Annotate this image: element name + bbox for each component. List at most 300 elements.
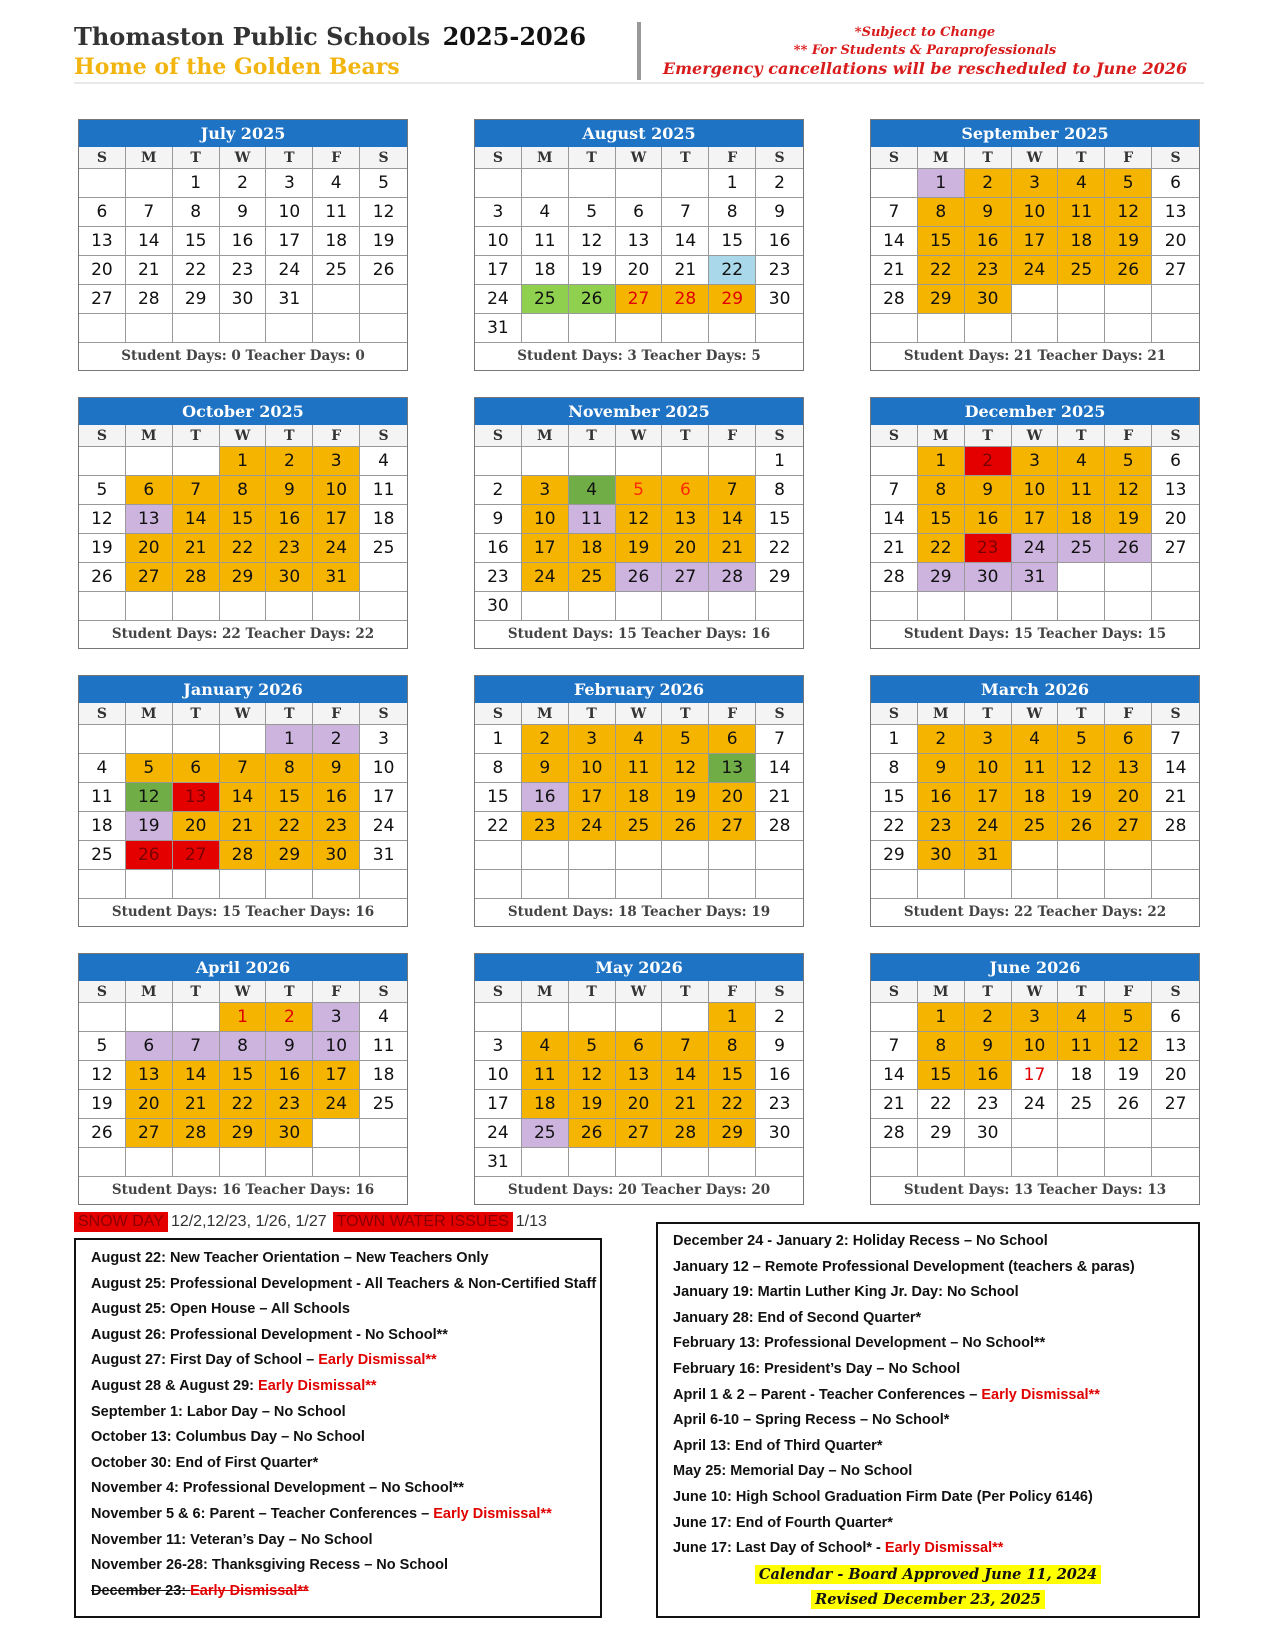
empty-cell — [360, 314, 407, 343]
day-cell: 18 — [1058, 227, 1105, 256]
empty-cell — [522, 314, 569, 343]
empty-cell — [1152, 285, 1199, 314]
day-cell: 25 — [360, 1090, 407, 1119]
empty-cell — [79, 725, 126, 754]
day-cell: 13 — [1152, 476, 1199, 505]
day-cell: 11 — [1058, 476, 1105, 505]
day-cell: 25 — [360, 534, 407, 563]
day-cell: 21 — [871, 1090, 918, 1119]
empty-cell — [173, 592, 220, 621]
day-cell: 27 — [173, 841, 220, 870]
day-cell: 25 — [616, 812, 663, 841]
day-cell: 2 — [220, 169, 267, 198]
empty-cell — [79, 1003, 126, 1032]
day-cell: 13 — [662, 505, 709, 534]
day-cell: 1 — [918, 1003, 965, 1032]
month-days-grid — [871, 425, 1199, 621]
month-title: September 2025 — [871, 120, 1199, 147]
day-cell: 23 — [220, 256, 267, 285]
weekday-header: S — [475, 147, 522, 169]
day-cell: 26 — [79, 1119, 126, 1148]
month-day-counts: Student Days: 15 Teacher Days: 16 — [111, 904, 375, 920]
day-cell: 11 — [1058, 1032, 1105, 1061]
day-cell: 30 — [965, 563, 1012, 592]
empty-cell — [360, 285, 407, 314]
empty-cell — [709, 841, 756, 870]
empty-cell — [756, 870, 803, 899]
empty-cell — [220, 314, 267, 343]
empty-cell — [569, 447, 616, 476]
day-cell: 21 — [871, 256, 918, 285]
day-cell: 12 — [79, 1061, 126, 1090]
empty-cell — [709, 592, 756, 621]
day-cell: 18 — [1012, 783, 1059, 812]
event-text: April 13: End of Third Quarter* — [673, 1437, 883, 1454]
empty-cell — [126, 447, 173, 476]
empty-cell — [662, 870, 709, 899]
day-cell: 10 — [569, 754, 616, 783]
event-line — [673, 1536, 1198, 1562]
weekday-header: M — [126, 425, 173, 447]
day-cell: 27 — [662, 563, 709, 592]
event-text: December 23: — [91, 1582, 191, 1599]
month-days-grid — [79, 425, 407, 621]
month-title: March 2026 — [871, 676, 1199, 703]
day-cell: 19 — [569, 256, 616, 285]
day-cell: 11 — [1058, 198, 1105, 227]
empty-cell — [1105, 1148, 1152, 1177]
month-title: August 2025 — [475, 120, 803, 147]
day-cell: 22 — [173, 256, 220, 285]
school-year: 2025-2026 — [442, 22, 587, 51]
day-cell: 20 — [79, 256, 126, 285]
day-cell: 24 — [1012, 1090, 1059, 1119]
day-cell: 11 — [522, 1061, 569, 1090]
day-cell: 19 — [662, 783, 709, 812]
day-cell: 8 — [756, 476, 803, 505]
day-cell: 2 — [522, 725, 569, 754]
empty-cell — [662, 169, 709, 198]
note-students-paras: ** For Students & Paraprofessionals — [793, 43, 1057, 58]
month-october — [78, 397, 408, 649]
month-july — [78, 119, 408, 371]
empty-cell — [266, 870, 313, 899]
month-days-grid — [79, 981, 407, 1177]
empty-cell — [918, 314, 965, 343]
day-cell: 11 — [360, 476, 407, 505]
day-cell: 25 — [522, 285, 569, 314]
day-cell: 14 — [662, 227, 709, 256]
district-name: Thomaston Public Schools — [74, 22, 431, 51]
event-line — [673, 1434, 1198, 1460]
day-cell: 28 — [756, 812, 803, 841]
month-may — [474, 953, 804, 1205]
day-cell: 17 — [313, 1061, 360, 1090]
day-cell: 26 — [569, 1119, 616, 1148]
empty-cell — [1152, 870, 1199, 899]
empty-cell — [1058, 1119, 1105, 1148]
weekday-header: T — [569, 981, 616, 1003]
event-text: November 11: Veteran’s Day – No School — [91, 1531, 373, 1548]
month-days-grid — [475, 147, 803, 343]
empty-cell — [475, 870, 522, 899]
day-cell: 22 — [220, 1090, 267, 1119]
empty-cell — [616, 592, 663, 621]
weekday-header: M — [522, 425, 569, 447]
day-cell: 28 — [871, 1119, 918, 1148]
event-line — [91, 1528, 600, 1554]
weekday-header: S — [756, 981, 803, 1003]
day-cell: 29 — [918, 563, 965, 592]
empty-cell — [918, 870, 965, 899]
empty-cell — [1058, 563, 1105, 592]
day-cell: 17 — [569, 783, 616, 812]
day-cell: 4 — [1058, 1003, 1105, 1032]
day-cell: 29 — [709, 1119, 756, 1148]
month-title: December 2025 — [871, 398, 1199, 425]
legend-water-issues-tag: TOWN WATER ISSUES — [333, 1212, 513, 1232]
empty-cell — [266, 592, 313, 621]
day-cell: 8 — [475, 754, 522, 783]
day-cell: 6 — [662, 476, 709, 505]
event-text: April 6-10 – Spring Recess – No School* — [673, 1412, 950, 1429]
day-cell: 30 — [266, 1119, 313, 1148]
empty-cell — [871, 592, 918, 621]
empty-cell — [569, 592, 616, 621]
empty-cell — [475, 169, 522, 198]
weekday-header: F — [1105, 147, 1152, 169]
empty-cell — [709, 1148, 756, 1177]
event-line — [91, 1272, 600, 1298]
day-cell: 27 — [79, 285, 126, 314]
weekday-header: S — [1152, 425, 1199, 447]
month-june — [870, 953, 1200, 1205]
weekday-header: F — [313, 981, 360, 1003]
day-cell: 10 — [1012, 198, 1059, 227]
weekday-header: S — [360, 703, 407, 725]
day-cell: 11 — [522, 227, 569, 256]
day-cell: 12 — [79, 505, 126, 534]
empty-cell — [1058, 314, 1105, 343]
day-cell: 2 — [918, 725, 965, 754]
day-cell: 9 — [965, 198, 1012, 227]
day-cell: 15 — [220, 1061, 267, 1090]
event-text: January 19: Martin Luther King Jr. Day: No School — [673, 1284, 1019, 1301]
empty-cell — [756, 592, 803, 621]
empty-cell — [1012, 1119, 1059, 1148]
day-cell: 30 — [965, 285, 1012, 314]
day-cell: 2 — [965, 1003, 1012, 1032]
day-cell: 25 — [1058, 256, 1105, 285]
event-text: August 25: Professional Development - All Teachers & Non-Certified Staff — [91, 1275, 597, 1292]
empty-cell — [569, 314, 616, 343]
day-cell: 13 — [1152, 198, 1199, 227]
empty-cell — [220, 592, 267, 621]
weekday-header: F — [1105, 981, 1152, 1003]
day-cell: 31 — [266, 285, 313, 314]
legend-water-issues-dates: 1/13 — [515, 1213, 547, 1230]
day-cell: 15 — [918, 227, 965, 256]
event-text: June 17: End of Fourth Quarter* — [673, 1514, 893, 1531]
empty-cell — [871, 447, 918, 476]
month-day-counts: Student Days: 22 Teacher Days: 22 — [903, 904, 1167, 920]
day-cell: 15 — [918, 1061, 965, 1090]
empty-cell — [1105, 1119, 1152, 1148]
weekday-header: W — [1012, 147, 1059, 169]
board-approved — [658, 1562, 1198, 1588]
event-line — [91, 1323, 600, 1349]
day-cell: 27 — [126, 563, 173, 592]
weekday-header: T — [662, 703, 709, 725]
empty-cell — [126, 1003, 173, 1032]
day-cell: 12 — [616, 505, 663, 534]
early-dismissal-text: Early Dismissal** — [258, 1377, 377, 1394]
weekday-header: T — [965, 703, 1012, 725]
empty-cell — [126, 314, 173, 343]
month-title: July 2025 — [79, 120, 407, 147]
month-march — [870, 675, 1200, 927]
day-cell: 17 — [1012, 1061, 1059, 1090]
empty-cell — [569, 169, 616, 198]
day-cell: 29 — [220, 1119, 267, 1148]
day-cell: 4 — [1058, 447, 1105, 476]
day-cell: 1 — [475, 725, 522, 754]
weekday-header: S — [360, 981, 407, 1003]
day-cell: 26 — [1105, 256, 1152, 285]
day-cell: 7 — [709, 476, 756, 505]
empty-cell — [79, 169, 126, 198]
day-cell: 10 — [1012, 1032, 1059, 1061]
day-cell: 15 — [475, 783, 522, 812]
day-cell: 28 — [1152, 812, 1199, 841]
event-line — [673, 1357, 1198, 1383]
day-cell: 4 — [313, 169, 360, 198]
day-cell: 23 — [266, 1090, 313, 1119]
day-cell: 27 — [1152, 534, 1199, 563]
day-cell: 3 — [360, 725, 407, 754]
empty-cell — [522, 841, 569, 870]
weekday-header: W — [220, 981, 267, 1003]
early-dismissal-text: Early Dismissal** — [884, 1540, 1004, 1557]
day-cell: 13 — [126, 505, 173, 534]
day-cell: 18 — [616, 783, 663, 812]
day-cell: 5 — [616, 476, 663, 505]
day-cell: 23 — [756, 1090, 803, 1119]
empty-cell — [79, 1148, 126, 1177]
empty-cell — [709, 314, 756, 343]
header-rule — [74, 82, 1204, 84]
weekday-header: S — [79, 703, 126, 725]
empty-cell — [965, 1148, 1012, 1177]
day-cell: 27 — [126, 1119, 173, 1148]
weekday-header: F — [313, 425, 360, 447]
day-cell: 10 — [313, 476, 360, 505]
day-cell: 28 — [871, 563, 918, 592]
event-text: November 26-28: Thanksgiving Recess – No School — [91, 1557, 448, 1574]
weekday-header: F — [313, 703, 360, 725]
day-cell: 22 — [709, 1090, 756, 1119]
day-cell: 19 — [1105, 1061, 1152, 1090]
empty-cell — [1152, 841, 1199, 870]
day-cell: 3 — [1012, 1003, 1059, 1032]
weekday-header: M — [126, 981, 173, 1003]
day-cell: 28 — [173, 1119, 220, 1148]
weekday-header: M — [126, 703, 173, 725]
day-cell: 3 — [965, 725, 1012, 754]
day-cell: 8 — [709, 198, 756, 227]
day-cell: 27 — [1105, 812, 1152, 841]
day-cell: 15 — [173, 227, 220, 256]
empty-cell — [173, 447, 220, 476]
weekday-header: T — [1058, 981, 1105, 1003]
day-cell: 20 — [1152, 1061, 1199, 1090]
day-cell: 7 — [871, 198, 918, 227]
event-text: October 13: Columbus Day – No School — [91, 1429, 365, 1446]
day-cell: 1 — [918, 169, 965, 198]
day-cell: 12 — [569, 227, 616, 256]
month-days-grid — [475, 703, 803, 899]
day-cell: 15 — [709, 1061, 756, 1090]
month-day-counts: Student Days: 18 Teacher Days: 19 — [507, 904, 771, 920]
empty-cell — [662, 314, 709, 343]
month-day-counts: Student Days: 22 Teacher Days: 22 — [111, 626, 375, 642]
day-cell: 5 — [1058, 725, 1105, 754]
day-cell: 22 — [266, 812, 313, 841]
day-cell: 23 — [965, 1090, 1012, 1119]
day-cell: 27 — [616, 285, 663, 314]
day-cell: 22 — [871, 812, 918, 841]
day-cell: 10 — [522, 505, 569, 534]
weekday-header: T — [173, 147, 220, 169]
event-text: November 4: Professional Development – No School** — [91, 1480, 465, 1497]
day-cell: 16 — [965, 1061, 1012, 1090]
day-cell: 29 — [173, 285, 220, 314]
day-cell: 20 — [616, 1090, 663, 1119]
day-cell: 7 — [871, 1032, 918, 1061]
day-cell: 6 — [173, 754, 220, 783]
day-cell: 29 — [918, 285, 965, 314]
weekday-header: T — [266, 981, 313, 1003]
empty-cell — [1105, 285, 1152, 314]
event-line — [673, 1511, 1198, 1537]
day-cell: 14 — [220, 783, 267, 812]
day-cell: 3 — [1012, 169, 1059, 198]
weekday-header: T — [965, 147, 1012, 169]
empty-cell — [79, 447, 126, 476]
day-cell: 15 — [871, 783, 918, 812]
empty-cell — [173, 1148, 220, 1177]
empty-cell — [709, 870, 756, 899]
empty-cell — [1105, 563, 1152, 592]
empty-cell — [475, 1003, 522, 1032]
day-cell: 14 — [709, 505, 756, 534]
day-cell: 19 — [360, 227, 407, 256]
day-cell: 5 — [79, 1032, 126, 1061]
empty-cell — [313, 870, 360, 899]
event-text: January 28: End of Second Quarter* — [673, 1309, 922, 1326]
day-cell: 9 — [965, 476, 1012, 505]
day-cell: 3 — [1012, 447, 1059, 476]
weekday-header: T — [173, 703, 220, 725]
day-cell: 18 — [360, 1061, 407, 1090]
day-cell: 14 — [871, 227, 918, 256]
day-cell: 7 — [1152, 725, 1199, 754]
day-cell: 4 — [569, 476, 616, 505]
empty-cell — [616, 1148, 663, 1177]
empty-cell — [709, 447, 756, 476]
month-november — [474, 397, 804, 649]
event-line — [673, 1383, 1198, 1409]
day-cell: 30 — [918, 841, 965, 870]
day-cell: 21 — [662, 256, 709, 285]
day-cell: 20 — [709, 783, 756, 812]
weekday-header: T — [173, 981, 220, 1003]
month-february — [474, 675, 804, 927]
weekday-header: S — [475, 703, 522, 725]
day-cell: 30 — [313, 841, 360, 870]
event-text: September 1: Labor Day – No School — [91, 1403, 346, 1420]
event-line — [673, 1306, 1198, 1332]
month-day-counts: Student Days: 13 Teacher Days: 13 — [903, 1182, 1167, 1198]
day-cell: 25 — [79, 841, 126, 870]
day-cell: 1 — [871, 725, 918, 754]
day-cell: 13 — [1152, 1032, 1199, 1061]
day-cell: 17 — [475, 1090, 522, 1119]
weekday-header: T — [173, 425, 220, 447]
day-cell: 29 — [756, 563, 803, 592]
day-cell: 22 — [220, 534, 267, 563]
day-cell: 11 — [360, 1032, 407, 1061]
empty-cell — [756, 841, 803, 870]
day-cell: 31 — [360, 841, 407, 870]
weekday-header: S — [79, 425, 126, 447]
event-line — [91, 1297, 600, 1323]
weekday-header: T — [1058, 425, 1105, 447]
weekday-header: S — [79, 147, 126, 169]
day-cell: 5 — [569, 198, 616, 227]
empty-cell — [569, 870, 616, 899]
empty-cell — [871, 1148, 918, 1177]
day-cell: 30 — [756, 285, 803, 314]
day-cell: 6 — [709, 725, 756, 754]
day-cell: 2 — [475, 476, 522, 505]
weekday-header: T — [569, 703, 616, 725]
day-cell: 19 — [1058, 783, 1105, 812]
event-line — [673, 1255, 1198, 1281]
legend-snow-day-dates: 12/2,12/23, 1/26, 1/27 — [170, 1213, 327, 1230]
day-cell: 26 — [569, 285, 616, 314]
weekday-header: F — [709, 703, 756, 725]
empty-cell — [475, 447, 522, 476]
empty-cell — [475, 841, 522, 870]
day-cell: 31 — [475, 314, 522, 343]
weekday-header: T — [662, 147, 709, 169]
day-cell: 21 — [173, 534, 220, 563]
weekday-header: W — [220, 703, 267, 725]
day-cell: 9 — [522, 754, 569, 783]
empty-cell — [1152, 1148, 1199, 1177]
day-cell: 3 — [266, 169, 313, 198]
empty-cell — [616, 169, 663, 198]
empty-cell — [662, 592, 709, 621]
event-text: November 5 & 6: Parent – Teacher Conferences – — [91, 1505, 434, 1522]
month-september — [870, 119, 1200, 371]
event-line — [91, 1553, 600, 1579]
weekday-header: W — [616, 147, 663, 169]
day-cell: 11 — [79, 783, 126, 812]
month-january — [78, 675, 408, 927]
weekday-header: S — [1152, 703, 1199, 725]
